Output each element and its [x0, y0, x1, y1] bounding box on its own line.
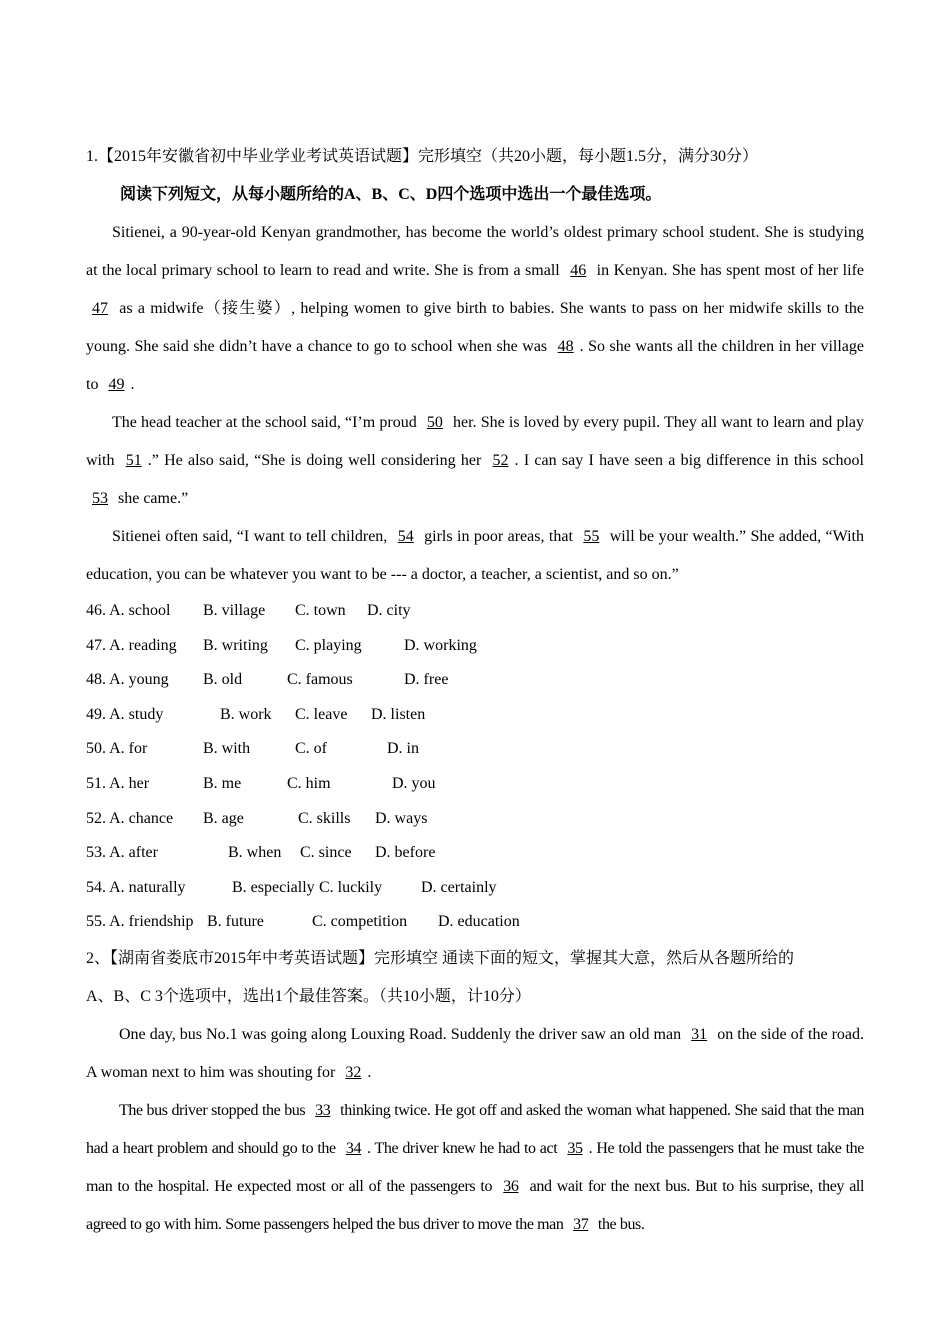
- options-list: [86, 594, 864, 940]
- passage1-paragraph2: The head teacher at the school said, “I’m proud 50 her. She is loved by every pupil. They all want to learn and play with 51 .” He also said, “She is doing well considering her 52 . I can say I have seen a big difference in this school 53 she came.”: [86, 414, 865, 507]
- passage2-paragraph2: The bus driver stopped the bus 33 thinking twice. He got off and asked the woman what happened. She said that the man had a heart problem and should go to the 34 . The driver knew he had to act 35 . He told the passengers that he must take the man to the hospital. He expected most or all of the passengers to 36 and wait for the next bus. But to his surprise, they all agreed to go with him. Some passengers helped the bus driver to move the man 37 the bus.: [86, 1101, 864, 1233]
- options-48: [86, 663, 864, 698]
- blank-32[interactable]: 32: [345, 1063, 362, 1081]
- option[interactable]: B. work: [220, 705, 272, 723]
- option[interactable]: D. city: [367, 602, 411, 619]
- section1-instruction: 阅读下列短文，从每小题所给的A、B、C、D四个选项中选出一个最佳选项。: [120, 186, 662, 203]
- blank-36[interactable]: 36: [503, 1177, 519, 1195]
- options-47: [86, 629, 864, 664]
- option[interactable]: D. in: [387, 740, 419, 758]
- passage2-paragraph1: One day, bus No.1 was going along Louxing Road. Suddenly the driver saw an old man 31 on the side of the road. A woman next to him was shouting for 32 .: [86, 1025, 865, 1081]
- option[interactable]: C. luckily: [319, 878, 383, 896]
- option[interactable]: B. village: [203, 602, 266, 619]
- option[interactable]: 46. A. school: [86, 602, 171, 619]
- option[interactable]: D. free: [404, 671, 449, 689]
- options-51: [86, 767, 864, 802]
- blank-47[interactable]: 47: [92, 300, 108, 317]
- section1-heading: 1.【2015年安徽省初中毕业学业考试英语试题】完形填空（共20小题，每小题1.5分，满分30分）: [86, 148, 759, 165]
- option[interactable]: C. him: [287, 774, 331, 792]
- blank-51[interactable]: 51: [125, 452, 142, 469]
- section2-heading: 2、【湖南省娄底市2015年中考英语试题】完形填空 通读下面的短文，掌握其大意，然后从各题所给的: [86, 949, 795, 967]
- options-53: [86, 836, 864, 871]
- option[interactable]: 48. A. young: [86, 671, 169, 689]
- blank-50[interactable]: 50: [426, 414, 443, 431]
- section2-instruction: A、B、C 3个选项中，选出1个最佳答案。（共10小题，计10分）: [86, 987, 531, 1005]
- option[interactable]: C. playing: [295, 636, 362, 654]
- option[interactable]: B. old: [203, 671, 243, 689]
- blank-31[interactable]: 31: [691, 1025, 708, 1043]
- blank-48[interactable]: 48: [557, 338, 574, 355]
- option[interactable]: D. education: [438, 913, 520, 931]
- option[interactable]: D. before: [375, 844, 436, 862]
- option[interactable]: C. competition: [312, 913, 408, 931]
- blank-52[interactable]: 52: [492, 452, 509, 469]
- option[interactable]: C. of: [295, 740, 327, 758]
- options-54: [86, 871, 864, 906]
- options-49: [86, 698, 864, 733]
- option[interactable]: B. with: [203, 740, 251, 758]
- option[interactable]: 49. A. study: [86, 705, 164, 723]
- option[interactable]: C. skills: [298, 809, 351, 827]
- option[interactable]: B. writing: [203, 636, 268, 654]
- option[interactable]: D. certainly: [421, 878, 497, 896]
- options-46: [86, 594, 864, 629]
- options-50: [86, 732, 864, 767]
- blank-35[interactable]: 35: [567, 1139, 583, 1157]
- blank-37[interactable]: 37: [573, 1215, 589, 1233]
- option[interactable]: 52. A. chance: [86, 809, 174, 827]
- option[interactable]: B. me: [203, 774, 242, 792]
- blank-46[interactable]: 46: [570, 262, 587, 279]
- option[interactable]: B. future: [207, 913, 264, 931]
- option[interactable]: C. famous: [287, 671, 353, 689]
- option[interactable]: C. leave: [295, 705, 348, 723]
- blank-34[interactable]: 34: [345, 1139, 362, 1157]
- option[interactable]: 51. A. her: [86, 774, 150, 792]
- blank-49[interactable]: 49: [108, 376, 125, 393]
- option[interactable]: B. age: [203, 809, 244, 827]
- option[interactable]: C. since: [300, 844, 352, 862]
- option[interactable]: D. ways: [375, 809, 428, 827]
- option[interactable]: D. working: [404, 636, 477, 654]
- option[interactable]: 55. A. friendship: [86, 913, 194, 931]
- passage1-paragraph3: Sitienei often said, “I want to tell children, 54 girls in poor areas, that 55 will be your wealth.” She added, “With education, you can be whatever you want to be --- a doctor, a teacher, a scientist, and so on.”: [86, 528, 864, 583]
- passage1-paragraph1: Sitienei, a 90-year-old Kenyan grandmother, has become the world’s oldest primary school student. She is studying at the local primary school to learn to read and write. She is from a small 46 in Kenyan. She has spent most of her life 47 as a midwife（接生婆）, helping women to give birth to babies. She wants to pass on her midwife skills to the young. She said she didn’t have a chance to go to school when she was 48 . So she wants all the children in her village to 49 .: [86, 224, 864, 393]
- option[interactable]: 53. A. after: [86, 844, 158, 862]
- blank-55[interactable]: 55: [583, 528, 600, 545]
- option[interactable]: 47. A. reading: [86, 636, 177, 654]
- option[interactable]: 54. A. naturally: [86, 878, 186, 896]
- option[interactable]: B. especially: [232, 878, 315, 896]
- blank-33[interactable]: 33: [315, 1101, 331, 1119]
- blank-54[interactable]: 54: [397, 528, 414, 545]
- option[interactable]: D. you: [392, 774, 436, 792]
- option[interactable]: B. when: [228, 844, 282, 862]
- options-52: [86, 802, 864, 837]
- blank-53[interactable]: 53: [92, 490, 108, 507]
- document-page: [86, 138, 864, 1244]
- option[interactable]: C. town: [295, 602, 346, 619]
- option[interactable]: D. listen: [371, 705, 426, 723]
- options-55: [86, 905, 864, 940]
- option[interactable]: 50. A. for: [86, 740, 148, 758]
